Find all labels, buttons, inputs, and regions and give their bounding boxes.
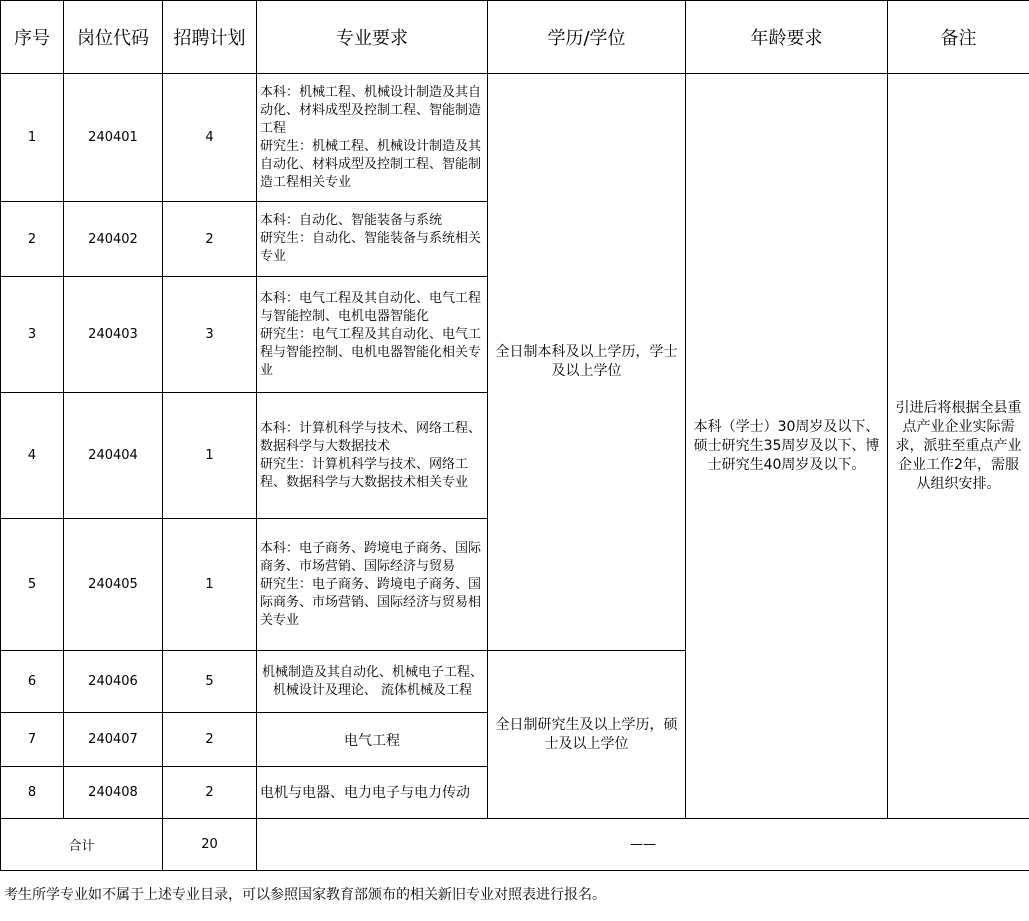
row-code: 240408 xyxy=(64,767,163,819)
row-plan: 2 xyxy=(163,767,257,819)
row-major: 电气工程 xyxy=(257,713,488,767)
total-other: —— xyxy=(257,819,1029,871)
header-code: 岗位代码 xyxy=(64,1,163,74)
footnote: 考生所学专业如不属于上述专业目录，可以参照国家教育部颁布的相关新旧专业对照表进行报名。 xyxy=(4,887,606,903)
degree-group-1: 全日制本科及以上学历，学士及以上学位 xyxy=(488,74,686,651)
row-plan: 2 xyxy=(163,202,257,277)
row-major: 本科：电气工程及其自动化、电气工程与智能控制、电机电器智能化 研究生：电气工程及其自动化、电气工程与智能控制、电机电器智能化相关专业 xyxy=(257,277,488,393)
row-code: 240407 xyxy=(64,713,163,767)
degree-group-2: 全日制研究生及以上学历，硕士及以上学位 xyxy=(488,651,686,819)
row-code: 240406 xyxy=(64,651,163,713)
row-code: 240401 xyxy=(64,74,163,202)
row-plan: 3 xyxy=(163,277,257,393)
row-major: 电机与电器、电力电子与电力传动 xyxy=(257,767,488,819)
row-code: 240405 xyxy=(64,519,163,651)
row-major: 机械制造及其自动化、机械电子工程、机械设计及理论、 流体机械及工程 xyxy=(257,651,488,713)
row-code: 240404 xyxy=(64,393,163,519)
row-seq: 4 xyxy=(1,393,64,519)
row-seq: 1 xyxy=(1,74,64,202)
row-plan: 1 xyxy=(163,393,257,519)
row-plan: 4 xyxy=(163,74,257,202)
remark-text: 引进后将根据全县重点产业企业实际需求，派驻至重点产业企业工作2年，需服从组织安排。 xyxy=(888,74,1029,819)
row-major: 本科：自动化、智能装备与系统 研究生：自动化、智能装备与系统相关专业 xyxy=(257,202,488,277)
row-seq: 5 xyxy=(1,519,64,651)
row-plan: 5 xyxy=(163,651,257,713)
header-plan: 招聘计划 xyxy=(163,1,257,74)
row-seq: 2 xyxy=(1,202,64,277)
row-code: 240403 xyxy=(64,277,163,393)
header-degree: 学历/学位 xyxy=(488,1,686,74)
total-row xyxy=(1,819,1029,871)
age-requirement: 本科（学士）30周岁及以下、硕士研究生35周岁及以下、博士研究生40周岁及以下。 xyxy=(686,74,888,819)
header-seq: 序号 xyxy=(1,1,64,74)
total-plan: 20 xyxy=(163,819,257,871)
row-seq: 7 xyxy=(1,713,64,767)
row-major: 本科：机械工程、机械设计制造及其自动化、材料成型及控制工程、智能制造工程 研究生：机械工程、机械设计制造及其自动化、材料成型及控制工程、智能制造工程相关专业 xyxy=(257,74,488,202)
row-plan: 1 xyxy=(163,519,257,651)
row-seq: 3 xyxy=(1,277,64,393)
row-seq: 6 xyxy=(1,651,64,713)
total-label: 合计 xyxy=(1,819,163,871)
row-code: 240402 xyxy=(64,202,163,277)
row-major: 本科：计算机科学与技术、网络工程、数据科学与大数据技术 研究生：计算机科学与技术、网络工程、数据科学与大数据技术相关专业 xyxy=(257,393,488,519)
table-row xyxy=(1,74,1029,202)
header-age: 年龄要求 xyxy=(686,1,888,74)
header-remark: 备注 xyxy=(888,1,1029,74)
row-major: 本科：电子商务、跨境电子商务、国际商务、市场营销、国际经济与贸易 研究生：电子商务、跨境电子商务、国际商务、市场营销、国际经济与贸易相关专业 xyxy=(257,519,488,651)
header-row xyxy=(1,1,1029,74)
header-major: 专业要求 xyxy=(257,1,488,74)
row-seq: 8 xyxy=(1,767,64,819)
row-plan: 2 xyxy=(163,713,257,767)
